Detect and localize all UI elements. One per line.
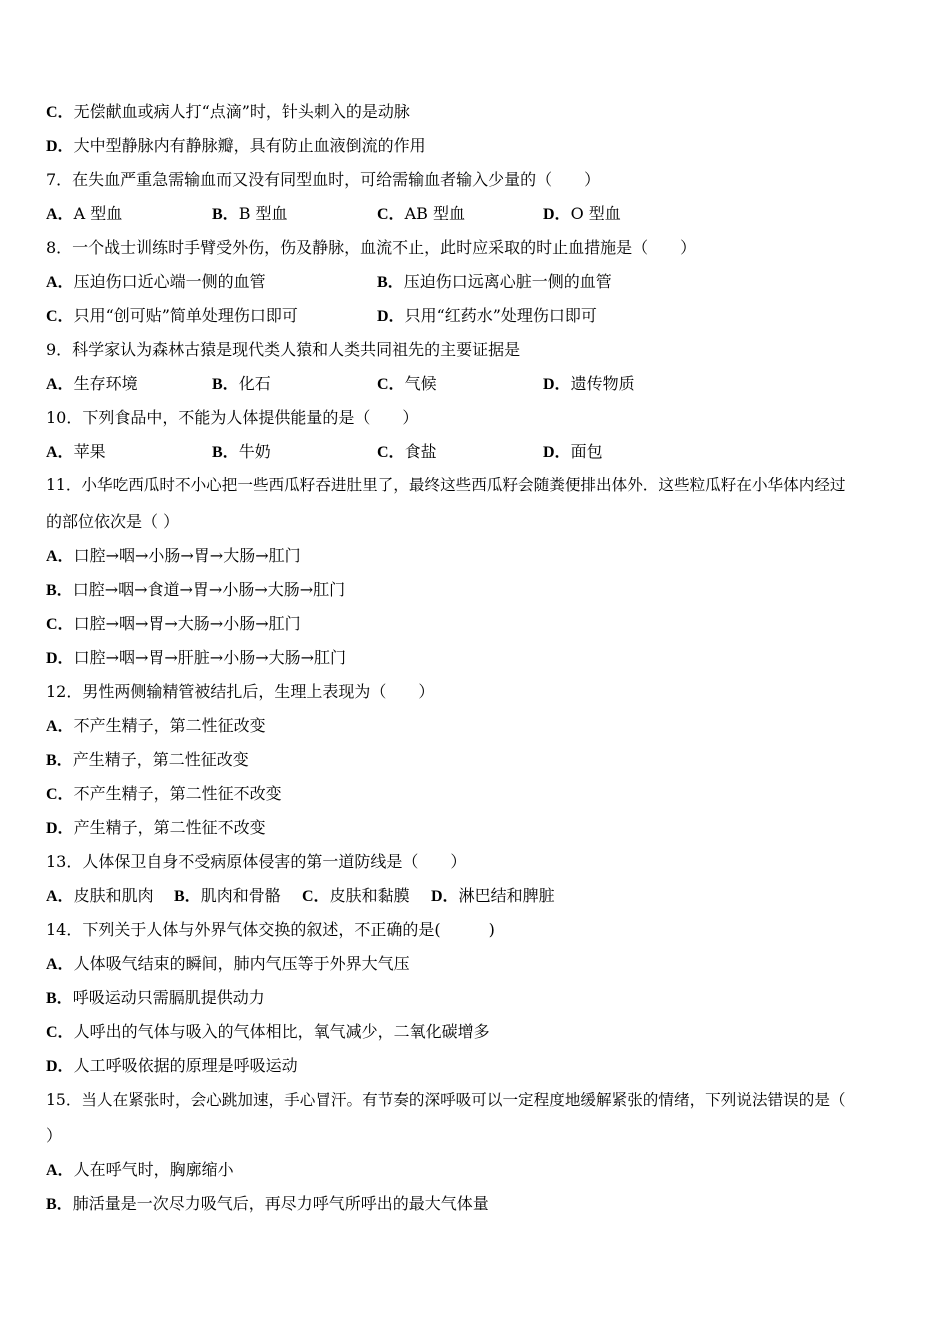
q13-option-d: D．淋巴结和脾脏 (431, 886, 555, 905)
question-7: 7．在失血严重急需输血而又没有同型血时，可给需输血者输入少量的（ ） (46, 170, 601, 189)
q10-option-d: D．面包 (543, 442, 603, 461)
q9-option-a: A．生存环境 (46, 374, 138, 393)
question-12: 12．男性两侧输精管被结扎后，生理上表现为（ ） (46, 682, 435, 701)
q8-option-a: A．压迫伤口近心端一侧的血管 (46, 272, 266, 291)
question-8: 8．一个战士训练时手臂受外伤，伤及静脉，血流不止，此时应采取的时止血措施是（ ） (46, 238, 697, 257)
q14-option-b: B．呼吸运动只需膈肌提供动力 (46, 988, 265, 1007)
q13-option-c: C．皮肤和黏膜 (302, 886, 410, 905)
q7-option-c: C．AB 型血 (377, 204, 465, 223)
q13-option-a: A．皮肤和肌肉 (46, 886, 154, 905)
q14-option-d: D．人工呼吸依据的原理是呼吸运动 (46, 1056, 298, 1075)
q7-option-b: B．B 型血 (212, 204, 288, 223)
question-11-continued: 的部位依次是（ ） (46, 512, 180, 531)
q8-option-c: C．只用“创可贴”简单处理伤口即可 (46, 306, 298, 325)
question-10: 10．下列食品中，不能为人体提供能量的是（ ） (46, 408, 419, 427)
question-11: 11．小华吃西瓜时不小心把一些西瓜籽吞进肚里了，最终这些西瓜籽会随粪便排出体外．这些粒瓜籽在小华体内经过 (46, 476, 846, 494)
q9-option-b: B．化石 (212, 374, 271, 393)
q15-option-a: A．人在呼气时，胸廓缩小 (46, 1160, 234, 1179)
q14-option-a: A．人体吸气结束的瞬间，肺内气压等于外界大气压 (46, 954, 410, 973)
question-15-continued: ） (46, 1126, 63, 1145)
question-9: 9．科学家认为森林古猿是现代类人猿和人类共同祖先的主要证据是 (46, 340, 521, 359)
q12-option-d: D．产生精子，第二性征不改变 (46, 818, 266, 837)
q10-option-c: C．食盐 (377, 442, 437, 461)
question-13: 13．人体保卫自身不受病原体侵害的第一道防线是（ ） (46, 852, 467, 871)
q10-option-b: B．牛奶 (212, 442, 271, 461)
q8-option-b: B．压迫伤口远离心脏一侧的血管 (377, 272, 612, 291)
q12-option-a: A．不产生精子，第二性征改变 (46, 716, 266, 735)
q12-option-b: B．产生精子，第二性征改变 (46, 750, 249, 769)
q7-option-a: A．A 型血 (46, 204, 123, 223)
q6-option-d: D．大中型静脉内有静脉瓣，具有防止血液倒流的作用 (46, 136, 426, 155)
q9-option-c: C．气候 (377, 374, 437, 393)
q9-option-d: D．遗传物质 (543, 374, 635, 393)
q11-option-c: C．口腔→咽→胃→大肠→小肠→肛门 (46, 614, 301, 633)
q7-option-d: D．O 型血 (543, 204, 621, 223)
q10-option-a: A．苹果 (46, 442, 106, 461)
q12-option-c: C．不产生精子，第二性征不改变 (46, 784, 282, 803)
q11-option-a: A．口腔→咽→小肠→胃→大肠→肛门 (46, 546, 301, 565)
q14-option-c: C．人呼出的气体与吸入的气体相比，氧气减少，二氧化碳增多 (46, 1022, 490, 1041)
q13-option-b: B．肌肉和骨骼 (174, 886, 281, 905)
question-14: 14．下列关于人体与外界气体交换的叙述，不正确的是( ) (46, 920, 495, 939)
q15-option-b: B．肺活量是一次尽力吸气后，再尽力呼气所呼出的最大气体量 (46, 1194, 489, 1213)
q11-option-d: D．口腔→咽→胃→肝脏→小肠→大肠→肛门 (46, 648, 347, 667)
q6-option-c: C．无偿献血或病人打“点滴”时，针头刺入的是动脉 (46, 102, 410, 121)
q8-option-d: D．只用“红药水”处理伤口即可 (377, 306, 597, 325)
question-15: 15．当人在紧张时，会心跳加速，手心冒汗。有节奏的深呼吸可以一定程度地缓解紧张的情绪，下列说法错误的是（ (46, 1091, 846, 1109)
q11-option-b: B．口腔→咽→食道→胃→小肠→大肠→肛门 (46, 580, 346, 599)
